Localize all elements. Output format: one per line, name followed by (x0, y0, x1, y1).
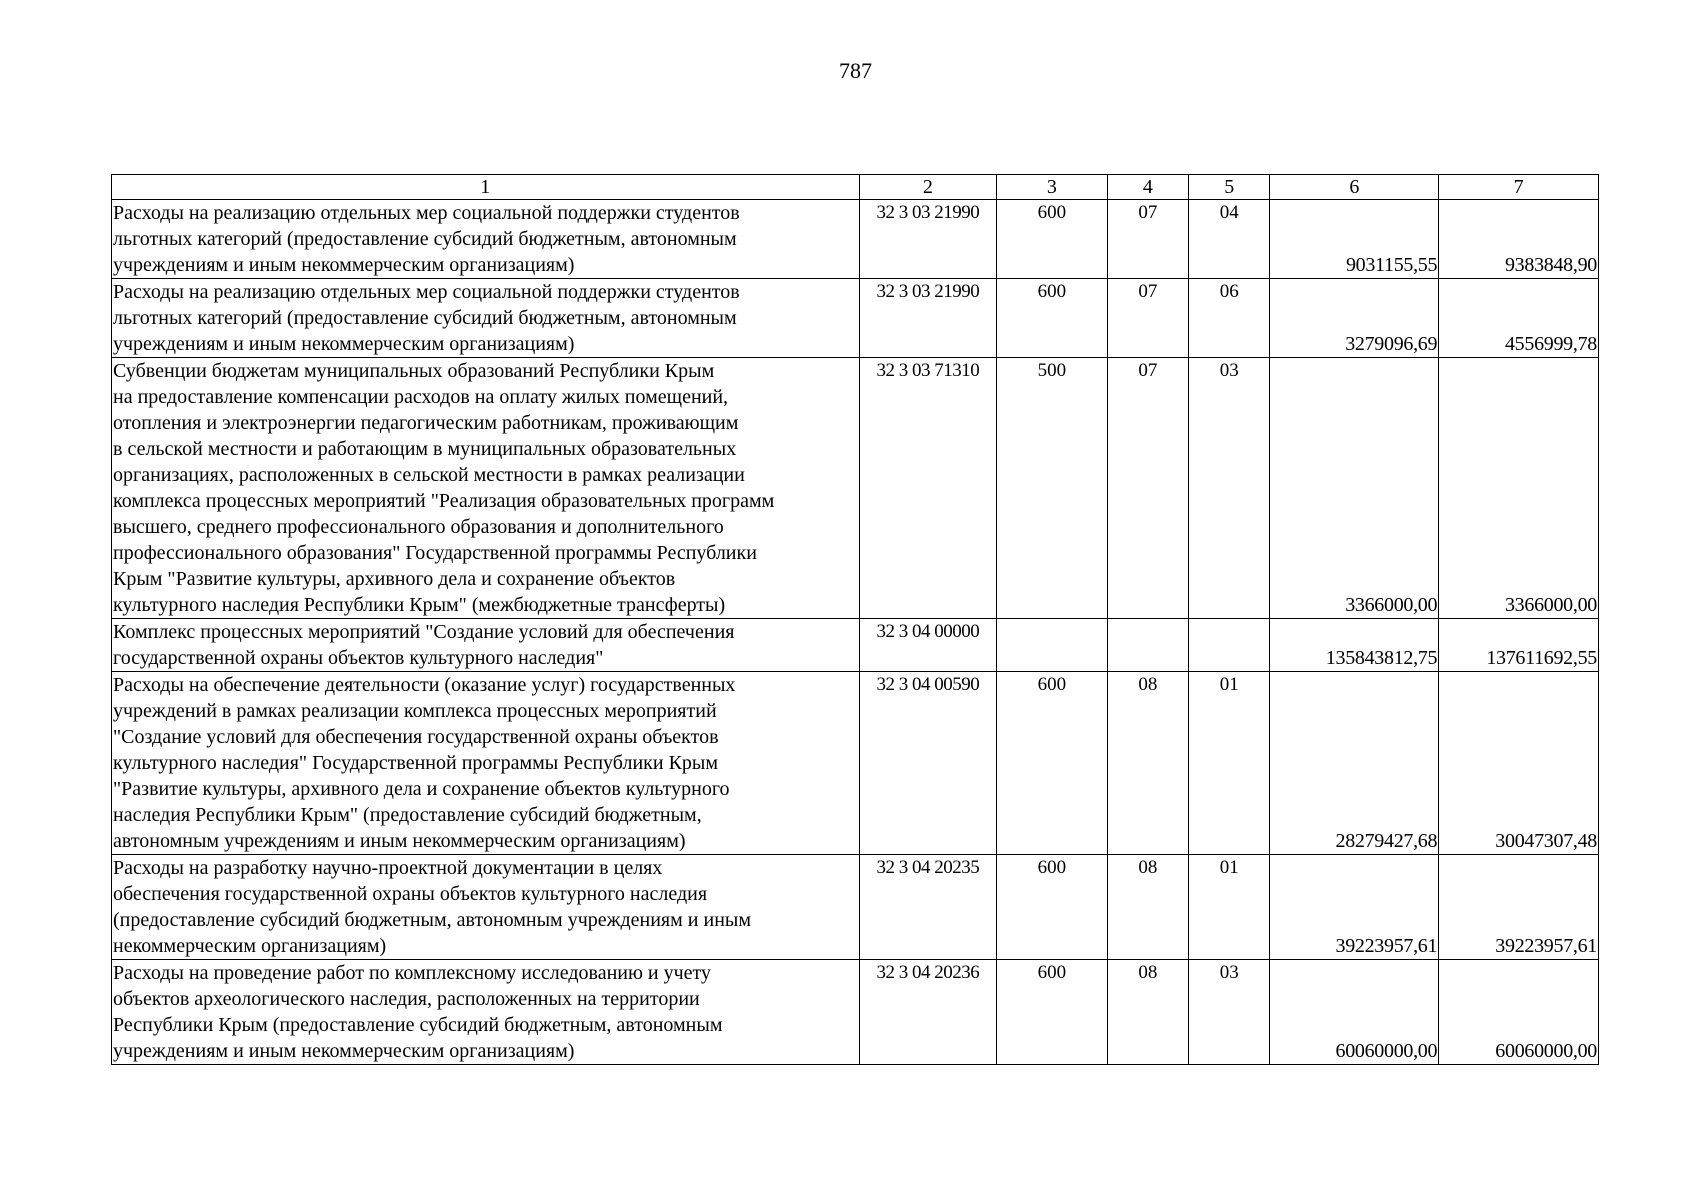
table-row (112, 960, 1599, 1065)
row-description: Расходы на проведение работ по комплексному исследованию и учету объектов археологического наследия, расположенных на территории Республики Крым (предоставление субсидий бюджетным, автономным учреждениям и иным некоммерческим организациям) (112, 960, 860, 1065)
column-header: 5 (1189, 175, 1270, 200)
target-article-code: 32 3 03 21990 (859, 279, 997, 358)
section: 08 (1107, 960, 1188, 1065)
expense-type: 600 (997, 855, 1108, 960)
subsection: 01 (1189, 672, 1270, 855)
subsection: 04 (1189, 200, 1270, 279)
table-header-row (112, 175, 1599, 200)
page-number: 787 (839, 58, 872, 83)
table-row (112, 358, 1599, 619)
expense-type: 500 (997, 358, 1108, 619)
section: 07 (1107, 200, 1188, 279)
table-row (112, 200, 1599, 279)
budget-table (111, 174, 1599, 1065)
amount-column-7: 60060000,00 (1439, 960, 1599, 1065)
row-description: Расходы на разработку научно-проектной документации в целях обеспечения государственной охраны объектов культурного наследия (предоставление субсидий бюджетным, автономным учреждениям и иным некоммерческим организациям) (112, 855, 860, 960)
row-description: Субвенции бюджетам муниципальных образований Республики Крым на предоставление компенсации расходов на оплату жилых помещений, отопления и электроэнергии педагогическим работникам, проживающим в сельской местности и работающим в муниципальных образовательных организациях, расположенных в сельской местности в рамках реализации комплекса процессных мероприятий "Реализация образовательных программ высшего, среднего профессионального образования и дополнительного профессионального образования" Государственной программы Республики Крым "Развитие культуры, архивного дела и сохранение объектов культурного наследия Республики Крым" (межбюджетные трансферты) (112, 358, 860, 619)
expense-type: 600 (997, 279, 1108, 358)
expense-type (997, 619, 1108, 672)
section: 07 (1107, 358, 1188, 619)
amount-column-6: 3279096,69 (1270, 279, 1439, 358)
amount-column-7: 137611692,55 (1439, 619, 1599, 672)
section: 08 (1107, 855, 1188, 960)
table-row (112, 855, 1599, 960)
subsection: 01 (1189, 855, 1270, 960)
table-row (112, 672, 1599, 855)
target-article-code: 32 3 03 21990 (859, 200, 997, 279)
expense-type: 600 (997, 200, 1108, 279)
amount-column-7: 39223957,61 (1439, 855, 1599, 960)
row-description: Расходы на реализацию отдельных мер социальной поддержки студентов льготных категорий (предоставление субсидий бюджетным, автономным учреждениям и иным некоммерческим организациям) (112, 279, 860, 358)
table-row (112, 279, 1599, 358)
amount-column-6: 39223957,61 (1270, 855, 1439, 960)
column-header: 7 (1439, 175, 1599, 200)
row-description: Расходы на обеспечение деятельности (оказание услуг) государственных учреждений в рамках реализации комплекса процессных мероприятий "Создание условий для обеспечения государственной охраны объектов культурного наследия" Государственной программы Республики Крым "Развитие культуры, архивного дела и сохранение объектов культурного наследия Республики Крым" (предоставление субсидий бюджетным, автономным учреждениям и иным некоммерческим организациям) (112, 672, 860, 855)
column-header: 2 (859, 175, 997, 200)
target-article-code: 32 3 04 20235 (859, 855, 997, 960)
amount-column-7: 30047307,48 (1439, 672, 1599, 855)
subsection (1189, 619, 1270, 672)
target-article-code: 32 3 04 00590 (859, 672, 997, 855)
column-header: 1 (112, 175, 860, 200)
subsection: 03 (1189, 358, 1270, 619)
target-article-code: 32 3 04 00000 (859, 619, 997, 672)
target-article-code: 32 3 03 71310 (859, 358, 997, 619)
section: 08 (1107, 672, 1188, 855)
amount-column-7: 4556999,78 (1439, 279, 1599, 358)
section: 07 (1107, 279, 1188, 358)
subsection: 06 (1189, 279, 1270, 358)
row-description: Комплекс процессных мероприятий "Создание условий для обеспечения государственной охраны объектов культурного наследия" (112, 619, 860, 672)
column-header: 6 (1270, 175, 1439, 200)
amount-column-6: 135843812,75 (1270, 619, 1439, 672)
amount-column-7: 3366000,00 (1439, 358, 1599, 619)
subsection: 03 (1189, 960, 1270, 1065)
expense-type: 600 (997, 960, 1108, 1065)
column-header: 3 (997, 175, 1108, 200)
amount-column-7: 9383848,90 (1439, 200, 1599, 279)
row-description: Расходы на реализацию отдельных мер социальной поддержки студентов льготных категорий (предоставление субсидий бюджетным, автономным учреждениям и иным некоммерческим организациям) (112, 200, 860, 279)
section (1107, 619, 1188, 672)
table-row (112, 619, 1599, 672)
target-article-code: 32 3 04 20236 (859, 960, 997, 1065)
amount-column-6: 28279427,68 (1270, 672, 1439, 855)
expense-type: 600 (997, 672, 1108, 855)
amount-column-6: 60060000,00 (1270, 960, 1439, 1065)
amount-column-6: 9031155,55 (1270, 200, 1439, 279)
amount-column-6: 3366000,00 (1270, 358, 1439, 619)
column-header: 4 (1107, 175, 1188, 200)
